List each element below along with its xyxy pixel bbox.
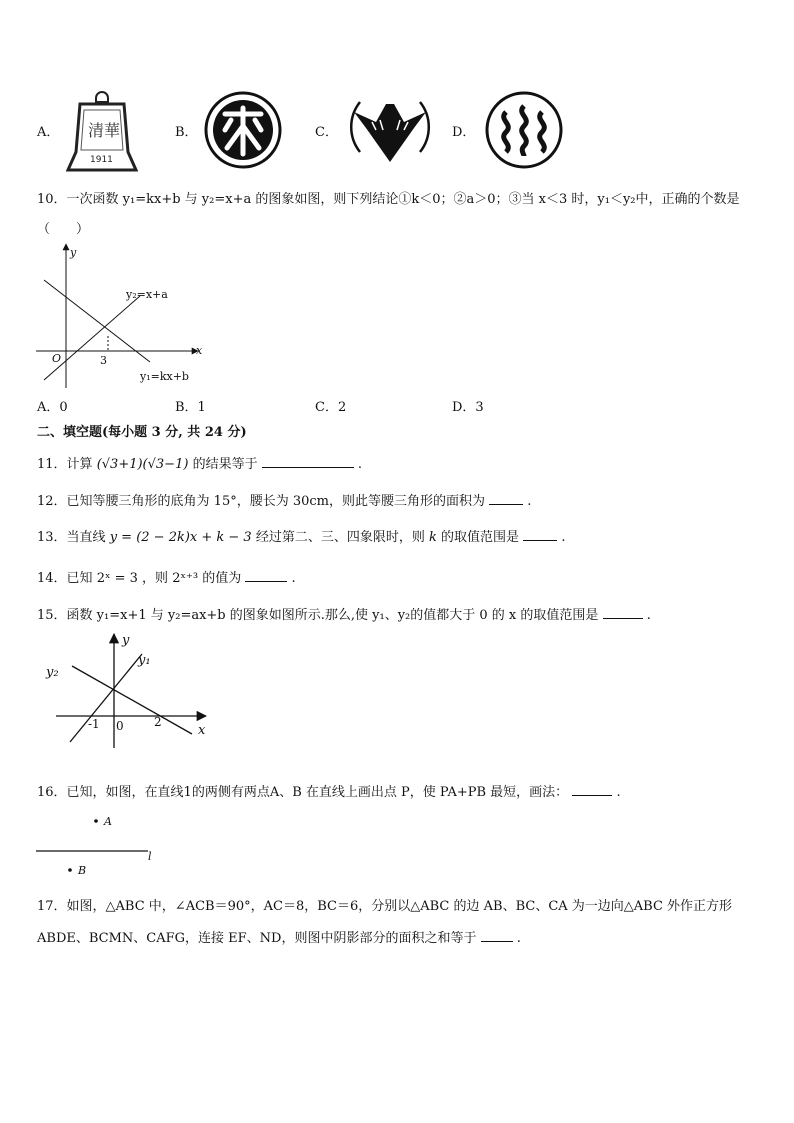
q10-x-label: x — [196, 344, 203, 357]
q17-line2: ABDE、BCMN、CAFG，连接 EF、ND，则图中阴影部分的面积之和等于 — [37, 931, 477, 946]
eagle-logo-icon — [346, 92, 434, 168]
q12-answer-blank[interactable] — [489, 492, 523, 505]
q10-y1-label: y₁=kx+b — [140, 370, 189, 383]
logo-year: 1911 — [90, 155, 113, 165]
q13-pre: 13．当直线 — [37, 530, 106, 545]
q16-graph — [34, 808, 174, 884]
option-c-label: C． — [315, 125, 338, 140]
q12-text: 12．已知等腰三角形的底角为 15°，腰长为 30cm，则此等腰三角形的面积为 — [37, 494, 485, 509]
q14-expr2: 2ˣ⁺³ — [172, 571, 199, 586]
q14-post: 的值为 — [202, 571, 242, 586]
q11-answer-blank[interactable] — [262, 455, 354, 468]
q11-expr: (√3+1)(√3−1) — [96, 457, 189, 472]
q15-text: 15．函数 y₁=x+1 与 y₂=ax+b 的图象如图所示.那么,使 y₁、y₂的值都大于 0 的 x 的取值范围是 — [37, 608, 599, 623]
q10-y2-label: y₂=x+a — [126, 288, 168, 301]
q10-y-label: y — [70, 246, 77, 259]
q10-origin: O — [52, 352, 62, 365]
q14-expr1: 2ˣ = 3 — [96, 571, 138, 586]
q13-post: 的取值范围是 — [441, 530, 520, 545]
q14-mid: ，则 — [142, 571, 169, 586]
q16-label-l: l — [148, 850, 152, 863]
pku-logo-icon — [203, 90, 283, 174]
q13-mid: 经过第二、三、四象限时，则 — [255, 530, 425, 545]
q15-y-label: y — [122, 633, 130, 648]
q13-answer-blank[interactable] — [523, 528, 557, 541]
q13-expr: y = (2 − 2k)x + k − 3 — [109, 530, 252, 545]
q10-option-d: D．3 — [452, 400, 484, 415]
q15-line-y1 — [70, 654, 142, 742]
q16-label-a: A — [104, 815, 112, 828]
q15-y2-label: y₂ — [46, 665, 59, 680]
q10-graph — [32, 240, 212, 394]
q14-answer-blank[interactable] — [245, 569, 287, 582]
section2-title: 二、填空题(每小题 3 分, 共 24 分) — [37, 425, 247, 440]
svg-text:清華: 清華 — [88, 121, 121, 140]
q15-y1-label: y₁ — [138, 653, 151, 668]
q10-option-b: B．1 — [175, 400, 206, 415]
wave-logo-icon — [482, 90, 566, 174]
q17-answer-blank[interactable] — [481, 929, 513, 942]
bell-logo-icon — [66, 90, 138, 180]
q16-point-a — [94, 819, 98, 823]
q17-line1: 17．如图，△ABC 中，∠ACB＝90°，AC＝8，BC＝6，分别以△ABC 的边 AB、BC、CA 为一边向△ABC 外作正方形 — [37, 899, 733, 914]
q11-post: 的结果等于 — [192, 457, 258, 472]
q10-line-y2 — [44, 296, 140, 380]
q17: ABDE、BCMN、CAFG，连接 EF、ND，则图中阴影部分的面积之和等于 . — [37, 931, 521, 946]
q16-point-b — [68, 868, 72, 872]
option-d-label: D． — [452, 125, 476, 140]
q14-pre: 14．已知 — [37, 571, 93, 586]
q15-graph — [42, 630, 222, 754]
q10-tick-3: 3 — [100, 354, 107, 367]
q15-tick-2: 2 — [154, 715, 162, 729]
option-b-label: B． — [175, 125, 198, 140]
q15-answer-blank[interactable] — [603, 606, 643, 619]
q16-text: 16．已知，如图，在直线1的两侧有两点A、B 在直线上画出点 P，使 PA+PB 最短，画法： — [37, 785, 569, 800]
q10-option-c: C．2 — [315, 400, 347, 415]
q15: 15．函数 y₁=x+1 与 y₂=ax+b 的图象如图所示.那么,使 y₁、y₂的值都大于 0 的 x 的取值范围是 . — [37, 608, 651, 623]
q15-x-label: x — [198, 723, 206, 738]
q16-answer-blank[interactable] — [572, 783, 612, 796]
q11: 11．计算 (√3+1)(√3−1) 的结果等于 . — [37, 457, 362, 472]
q13: 13．当直线 y = (2 − 2k)x + k − 3 经过第二、三、四象限时，则 k 的取值范围是 . — [37, 530, 566, 545]
q10-paren: （ ） — [37, 222, 90, 237]
q14: 14．已知 2ˣ = 3 ，则 2ˣ⁺³ 的值为 . — [37, 571, 296, 586]
q15-tick-neg1: -1 — [88, 717, 100, 731]
q12: 12．已知等腰三角形的底角为 15°，腰长为 30cm，则此等腰三角形的面积为 . — [37, 494, 532, 509]
option-a-label: A． — [37, 125, 60, 140]
q16-label-b: B — [78, 864, 87, 877]
q10-stem: 10．一次函数 y₁=kx+b 与 y₂=x+a 的图象如图，则下列结论①k＜0；②a＞0；③当 x＜3 时，y₁＜y₂中，正确的个数是 — [37, 192, 740, 207]
q11-pre: 11．计算 — [37, 457, 93, 472]
q15-tick-0: 0 — [116, 719, 124, 733]
q16: 16．已知，如图，在直线1的两侧有两点A、B 在直线上画出点 P，使 PA+PB 最短，画法： . — [37, 785, 621, 800]
q10-option-a: A．0 — [37, 400, 68, 415]
